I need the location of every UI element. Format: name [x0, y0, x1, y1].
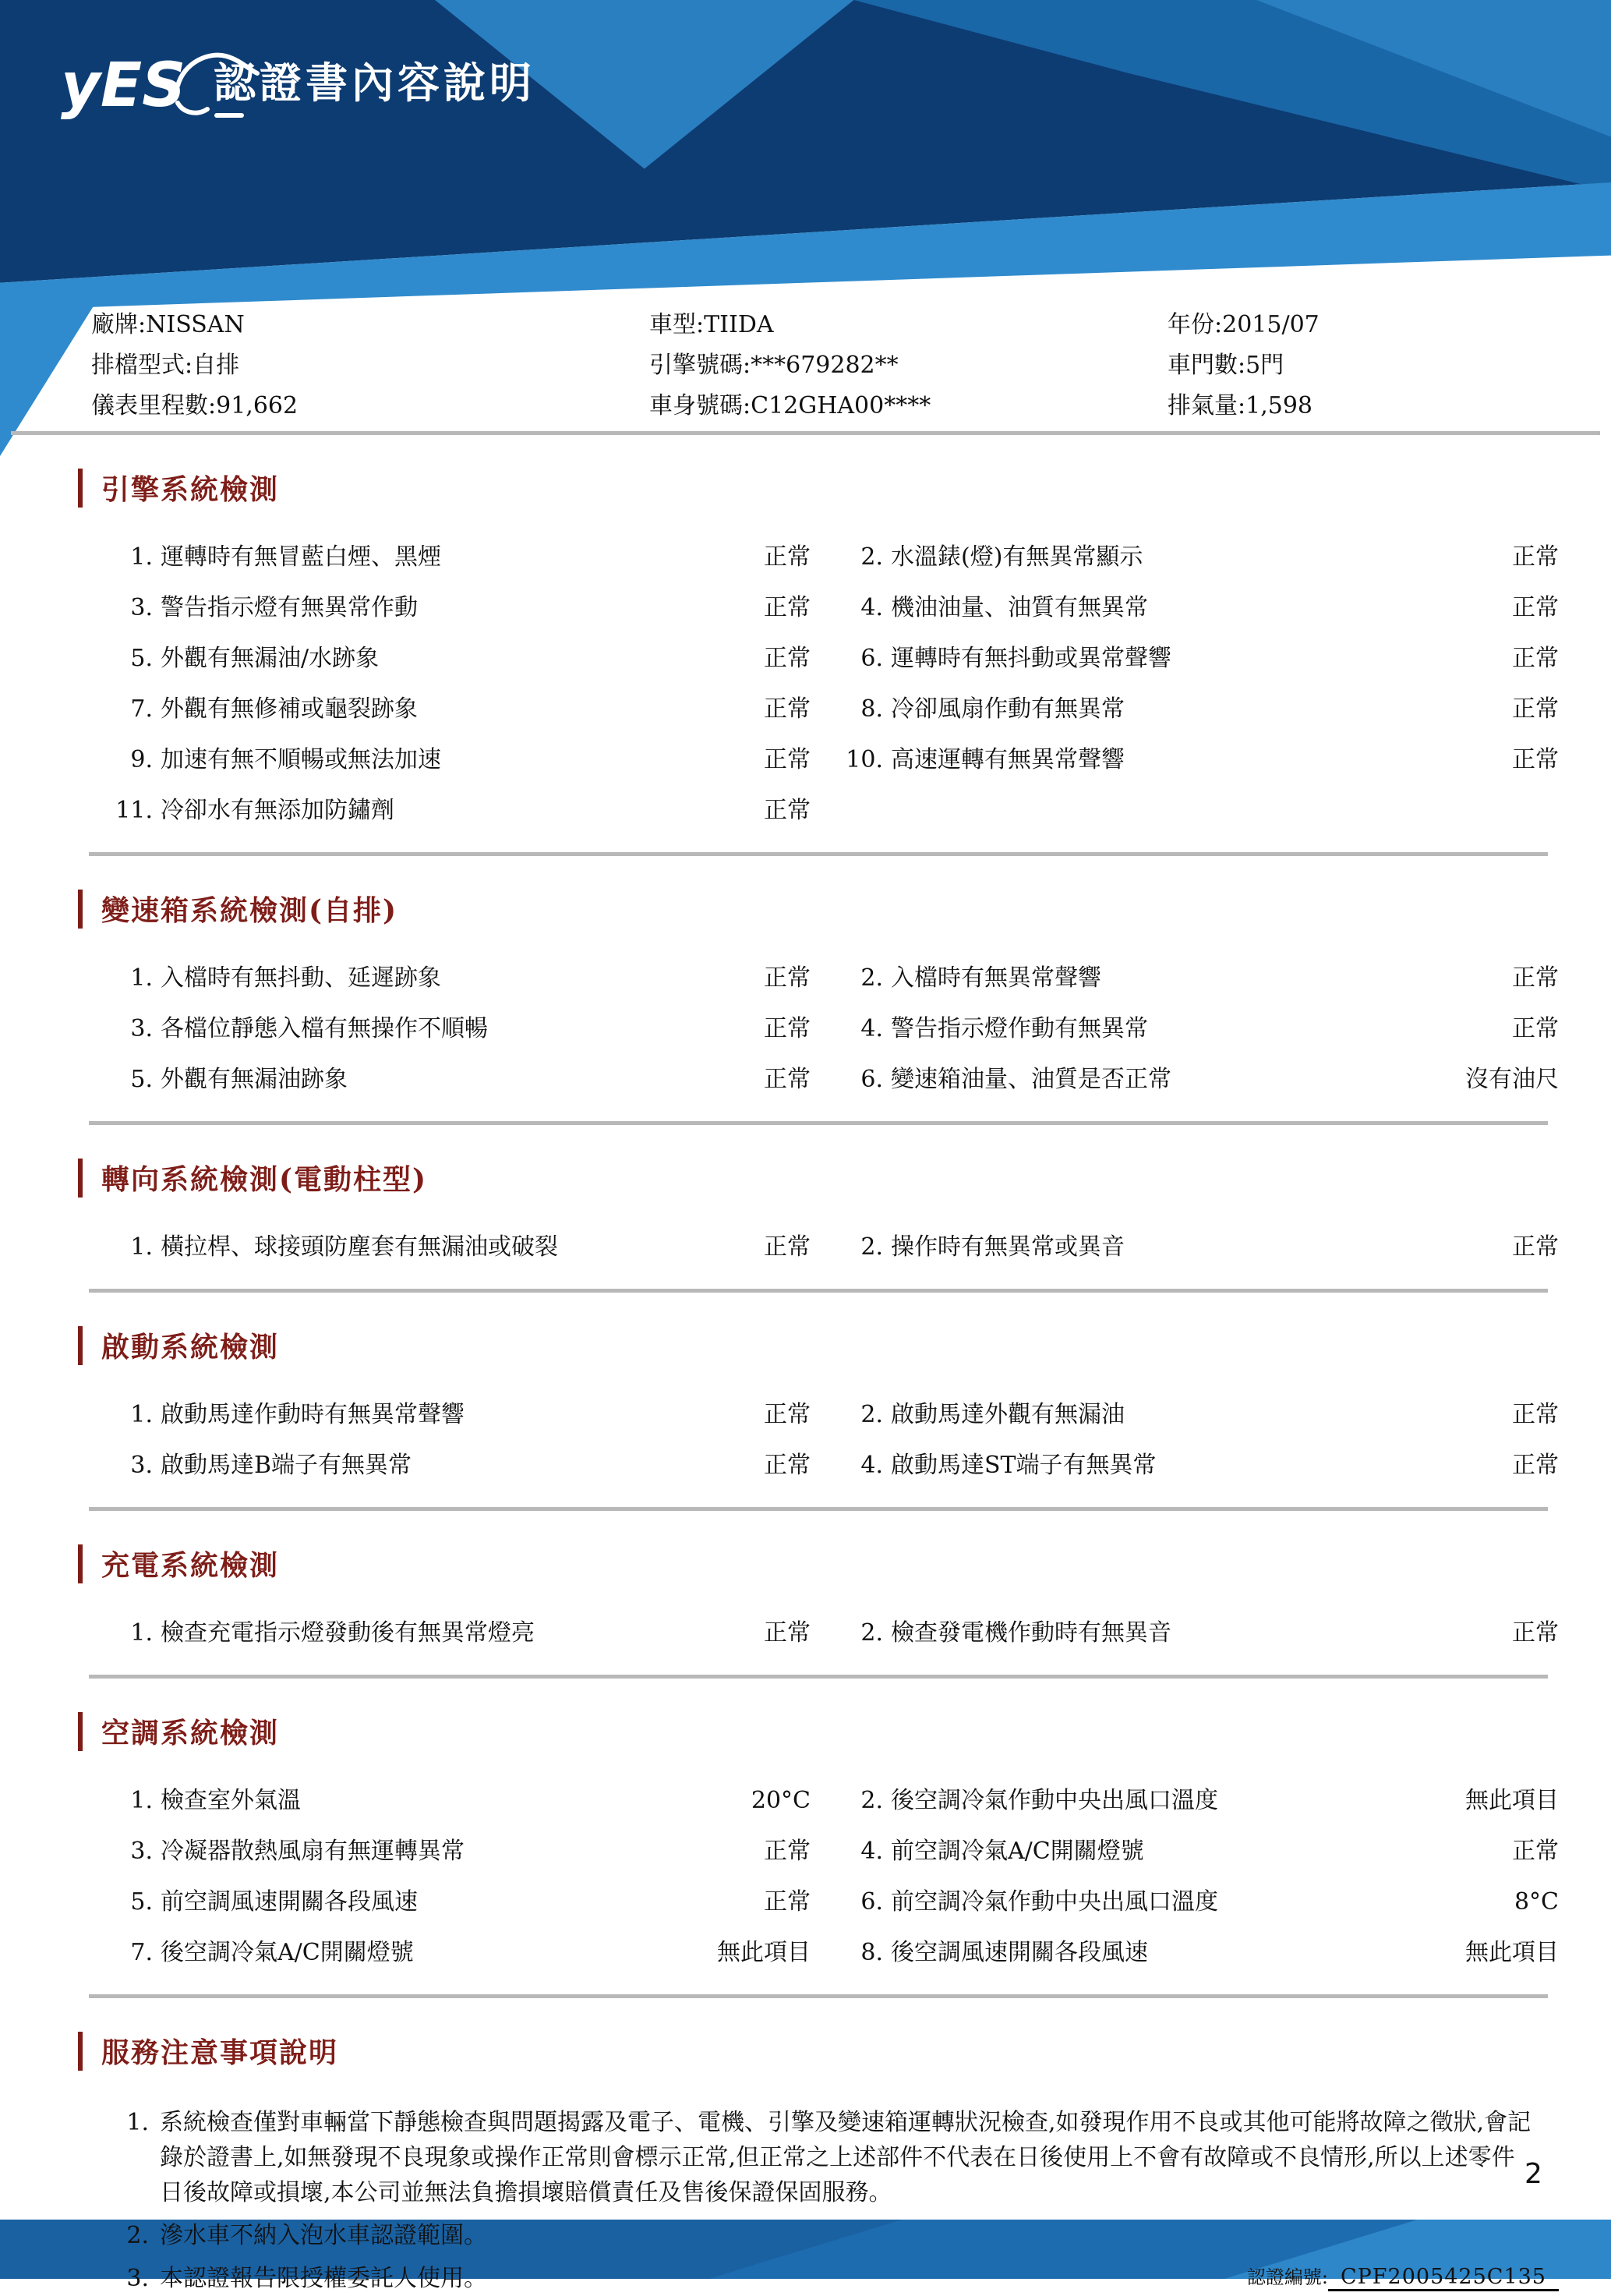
- vehicle-engine-no: [649, 352, 1168, 378]
- section-title-text: 服務注意事項說明: [101, 2036, 339, 2069]
- inspection-item: [830, 1887, 1559, 1917]
- section-title-bar: [78, 890, 83, 929]
- vehicle-doors: [1168, 352, 1564, 378]
- info-label: 引擎號碼:: [649, 352, 751, 379]
- section-service-notes: [0, 2031, 1611, 2296]
- item-number: 3.: [130, 1015, 153, 1042]
- section-title: [78, 889, 1559, 929]
- divider: [11, 431, 1600, 435]
- item-number: 5.: [130, 1888, 153, 1916]
- inspection-item: [100, 1232, 811, 1262]
- item-result: 無此項目: [717, 1939, 811, 1966]
- item-number: 8.: [860, 1939, 883, 1966]
- item-number: 3.: [130, 1838, 153, 1865]
- item-result: 正常: [1512, 1838, 1559, 1865]
- divider: [89, 1121, 1548, 1125]
- item-text: 警告指示燈有無異常作動: [161, 594, 418, 621]
- item-text: 橫拉桿、球接頭防塵套有無漏油或破裂: [161, 1233, 558, 1261]
- item-number: 5.: [130, 645, 153, 672]
- inspection-item: [830, 1618, 1559, 1648]
- inspection-item: [830, 745, 1559, 775]
- section-charging: [0, 1544, 1611, 1679]
- note-text: 本認證報告限授權委託人使用。: [160, 2265, 487, 2292]
- inspection-item: [100, 542, 811, 572]
- inspection-items: [100, 542, 1559, 826]
- item-number: 2.: [860, 1401, 883, 1428]
- section-title: [78, 1158, 1559, 1198]
- section-title-text: 變速箱系統檢測(自排): [101, 894, 398, 927]
- section-steering: [0, 1158, 1611, 1293]
- item-text: 檢查充電指示燈發動後有無異常燈亮: [161, 1619, 535, 1647]
- item-result: 正常: [764, 1015, 811, 1042]
- service-notes-list: [105, 2105, 1559, 2296]
- info-label: 儀表里程數:: [91, 392, 217, 419]
- inspection-item: [830, 1399, 1559, 1430]
- section-title-bar: [78, 469, 83, 508]
- inspection-item: [100, 643, 811, 674]
- item-number: 2.: [860, 1619, 883, 1647]
- item-result: 正常: [764, 1066, 811, 1093]
- section-starting: [0, 1325, 1611, 1511]
- info-label: 車身號碼:: [649, 392, 751, 419]
- info-label: 排檔型式:: [91, 352, 193, 379]
- item-result: 無此項目: [1465, 1939, 1559, 1966]
- item-text: 變速箱油量、油質是否正常: [891, 1066, 1171, 1093]
- section-title: [78, 1711, 1559, 1751]
- inspection-item: [100, 963, 811, 993]
- inspection-items: [100, 1618, 1559, 1648]
- inspection-item: [100, 1014, 811, 1044]
- inspection-item: [830, 963, 1559, 993]
- divider: [89, 1675, 1548, 1679]
- item-number: 1.: [130, 964, 153, 992]
- item-result: 沒有油尺: [1465, 1066, 1559, 1093]
- section-title: [78, 468, 1559, 508]
- vehicle-year: [1168, 312, 1564, 338]
- info-value: 5門: [1245, 352, 1284, 379]
- info-label: 排氣量:: [1168, 392, 1246, 419]
- item-text: 後空調冷氣作動中央出風口溫度: [891, 1787, 1218, 1814]
- item-number: 6.: [860, 645, 883, 672]
- section-title-bar: [78, 1326, 83, 1365]
- section-transmission: [0, 889, 1611, 1125]
- item-number: 1.: [130, 543, 153, 571]
- item-result: 正常: [764, 594, 811, 621]
- service-note: [105, 2105, 1559, 2210]
- item-text: 啟動馬達作動時有無異常聲響: [161, 1401, 465, 1428]
- note-number: 2.: [126, 2222, 149, 2249]
- item-number: 6.: [860, 1888, 883, 1916]
- vehicle-model: [649, 312, 1168, 338]
- item-text: 加速有無不順暢或無法加速: [161, 746, 441, 773]
- item-text: 水溫錶(燈)有無異常顯示: [891, 543, 1143, 571]
- item-number: 5.: [130, 1066, 153, 1093]
- item-text: 啟動馬達B端子有無異常: [161, 1452, 412, 1479]
- item-number: 1.: [130, 1619, 153, 1647]
- section-title-text: 轉向系統檢測(電動柱型): [101, 1163, 428, 1196]
- item-text: 外觀有無漏油/水跡象: [161, 645, 380, 672]
- item-result: 正常: [1512, 594, 1559, 621]
- item-text: 前空調冷氣A/C開關燈號: [891, 1838, 1144, 1865]
- inspection-item: [100, 1836, 811, 1866]
- item-result: 正常: [764, 1401, 811, 1428]
- item-text: 後空調冷氣A/C開關燈號: [161, 1939, 414, 1966]
- inspection-item: [830, 1014, 1559, 1044]
- info-value: NISSAN: [146, 311, 245, 338]
- certificate-number-label: 認證編號:: [1246, 2266, 1328, 2288]
- item-number: 1.: [130, 1233, 153, 1261]
- item-number: 3.: [130, 1452, 153, 1479]
- item-text: 啟動馬達外觀有無漏油: [891, 1401, 1125, 1428]
- item-number: 10.: [846, 746, 883, 773]
- item-result: 正常: [1512, 1015, 1559, 1042]
- inspection-items: [100, 1232, 1559, 1262]
- item-number: 1.: [130, 1787, 153, 1814]
- item-number: 6.: [860, 1066, 883, 1093]
- section-title: [78, 2031, 1559, 2071]
- inspection-item: [100, 694, 811, 724]
- item-result: 正常: [764, 1233, 811, 1261]
- info-value: 自排: [193, 352, 240, 379]
- vehicle-odometer: [91, 393, 649, 419]
- item-result: 正常: [1512, 746, 1559, 773]
- inspection-item: [830, 1450, 1559, 1481]
- item-result: 20°C: [751, 1787, 811, 1814]
- item-number: 1.: [130, 1401, 153, 1428]
- inspection-item: [830, 1937, 1559, 1968]
- item-number: 2.: [860, 1787, 883, 1814]
- inspection-item: [100, 1785, 811, 1816]
- item-result: 正常: [764, 543, 811, 571]
- item-text: 警告指示燈作動有無異常: [891, 1015, 1148, 1042]
- item-text: 冷卻風扇作動有無異常: [891, 695, 1125, 723]
- section-title-text: 充電系統檢測: [101, 1549, 280, 1582]
- item-result: 正常: [1512, 645, 1559, 672]
- info-value: TIIDA: [704, 311, 774, 338]
- page-title: 認證書內容說明: [214, 58, 535, 108]
- item-text: 冷卻水有無添加防鏽劑: [161, 797, 394, 824]
- section-title: [78, 1325, 1559, 1365]
- item-result: 正常: [764, 1619, 811, 1647]
- divider: [89, 1289, 1548, 1293]
- item-result: 正常: [1512, 964, 1559, 992]
- item-result: 正常: [764, 1838, 811, 1865]
- item-text: 冷凝器散熱風扇有無運轉異常: [161, 1838, 465, 1865]
- note-text: 系統檢查僅對車輛當下靜態檢查與問題揭露及電子、電機、引擎及變速箱運轉狀況檢查,如發現作用不良或其他可能將故障之徵狀,會記錄於證書上,如無發現不良現象或操作正常則會標示正常,但正常之上述部件不代表在日後使用上不會有故障或不良情形,所以上述零件日後故障或損壞,本公司並無法負擔損壞賠償責任及售後保證保固服務。: [160, 2109, 1532, 2206]
- info-value: C12GHA00****: [751, 392, 931, 419]
- item-result: 正常: [764, 797, 811, 824]
- info-label: 年份:: [1168, 311, 1223, 338]
- page-number: 2: [1524, 2158, 1542, 2190]
- item-number: 7.: [130, 1939, 153, 1966]
- section-title: [78, 1544, 1559, 1583]
- info-value: 1,598: [1245, 392, 1312, 419]
- info-value: ***679282**: [751, 352, 899, 379]
- item-result: 正常: [764, 964, 811, 992]
- item-number: 2.: [860, 1233, 883, 1261]
- item-text: 前空調風速開關各段風速: [161, 1888, 418, 1916]
- note-number: 1.: [126, 2109, 149, 2136]
- item-number: 7.: [130, 695, 153, 723]
- vehicle-info: [0, 312, 1611, 419]
- item-number: 4.: [860, 594, 883, 621]
- inspection-items: [100, 1785, 1559, 1968]
- divider: [89, 852, 1548, 856]
- item-number: 4.: [860, 1015, 883, 1042]
- note-text: 滲水車不納入泡水車認證範圍。: [160, 2222, 487, 2249]
- inspection-items: [100, 963, 1559, 1095]
- service-note: [105, 2218, 1559, 2253]
- inspection-item: [100, 1450, 811, 1481]
- item-result: 正常: [764, 645, 811, 672]
- inspection-item: [100, 795, 811, 826]
- inspection-item: [830, 1232, 1559, 1262]
- inspection-item: [830, 694, 1559, 724]
- item-text: 前空調冷氣作動中央出風口溫度: [891, 1888, 1218, 1916]
- certificate-number-value: CPF2005425C135: [1328, 2265, 1559, 2291]
- vehicle-displacement: [1168, 393, 1564, 419]
- item-text: 檢查發電機作動時有無異音: [891, 1619, 1171, 1647]
- info-value: 91,662: [216, 392, 299, 419]
- item-text: 高速運轉有無異常聲響: [891, 746, 1125, 773]
- vehicle-vin: [649, 393, 1168, 419]
- inspection-item: [830, 1836, 1559, 1866]
- item-text: 啟動馬達ST端子有無異常: [891, 1452, 1157, 1479]
- note-number: 3.: [126, 2265, 149, 2292]
- divider: [89, 1994, 1548, 1998]
- section-title-bar: [78, 1159, 83, 1198]
- section-title-text: 啟動系統檢測: [101, 1331, 280, 1364]
- item-number: 9.: [130, 746, 153, 773]
- item-text: 入檔時有無異常聲響: [891, 964, 1101, 992]
- vehicle-brand: [91, 312, 649, 338]
- item-text: 後空調風速開關各段風速: [891, 1939, 1148, 1966]
- inspection-item: [100, 593, 811, 623]
- item-result: 正常: [1512, 1452, 1559, 1479]
- certificate-number-line: [1247, 2262, 1559, 2294]
- item-result: 正常: [764, 1888, 811, 1916]
- info-label: 廠牌:: [91, 311, 147, 338]
- item-number: 2.: [860, 964, 883, 992]
- info-label: 車型:: [649, 311, 705, 338]
- logo-text: yES: [61, 51, 186, 121]
- inspection-item: [100, 745, 811, 775]
- section-title-text: 空調系統檢測: [101, 1717, 280, 1749]
- inspection-item: [100, 1887, 811, 1917]
- item-result: 正常: [1512, 1233, 1559, 1261]
- item-result: 正常: [764, 695, 811, 723]
- item-text: 運轉時有無冒藍白煙、黑煙: [161, 543, 441, 571]
- item-result: 正常: [764, 746, 811, 773]
- item-text: 操作時有無異常或異音: [891, 1233, 1125, 1261]
- item-result: 正常: [1512, 543, 1559, 571]
- item-result: 8°C: [1514, 1888, 1559, 1916]
- info-label: 車門數:: [1168, 352, 1246, 379]
- section-title-text: 引擎系統檢測: [101, 473, 280, 506]
- item-result: 正常: [1512, 1619, 1559, 1647]
- item-text: 各檔位靜態入檔有無操作不順暢: [161, 1015, 488, 1042]
- item-number: 3.: [130, 594, 153, 621]
- item-text: 外觀有無漏油跡象: [161, 1066, 348, 1093]
- section-title-bar: [78, 2032, 83, 2071]
- inspection-item: [830, 1064, 1559, 1095]
- item-number: 4.: [860, 1452, 883, 1479]
- item-number: 8.: [860, 695, 883, 723]
- item-result: 正常: [1512, 1401, 1559, 1428]
- item-number: 4.: [860, 1838, 883, 1865]
- item-text: 機油油量、油質有無異常: [891, 594, 1148, 621]
- divider: [89, 1507, 1548, 1511]
- item-text: 外觀有無修補或龜裂跡象: [161, 695, 418, 723]
- inspection-item: [100, 1618, 811, 1648]
- item-result: 正常: [1512, 695, 1559, 723]
- item-text: 入檔時有無抖動、延遲跡象: [161, 964, 441, 992]
- inspection-item: [830, 1785, 1559, 1816]
- inspection-item: [830, 643, 1559, 674]
- inspection-item: [100, 1064, 811, 1095]
- item-number: 2.: [860, 543, 883, 571]
- inspection-item: [100, 1399, 811, 1430]
- inspection-item: [100, 1937, 811, 1968]
- inspection-item: [830, 542, 1559, 572]
- section-air-conditioning: [0, 1711, 1611, 1998]
- item-result: 無此項目: [1465, 1787, 1559, 1814]
- item-text: 檢查室外氣溫: [161, 1787, 301, 1814]
- inspection-item: [830, 593, 1559, 623]
- inspection-items: [100, 1399, 1559, 1481]
- item-result: 正常: [764, 1452, 811, 1479]
- item-text: 運轉時有無抖動或異常聲響: [891, 645, 1171, 672]
- section-title-bar: [78, 1544, 83, 1583]
- vehicle-transmission-type: [91, 352, 649, 378]
- info-value: 2015/07: [1222, 311, 1320, 338]
- item-number: 11.: [115, 797, 153, 824]
- section-engine: [0, 468, 1611, 856]
- section-title-bar: [78, 1712, 83, 1751]
